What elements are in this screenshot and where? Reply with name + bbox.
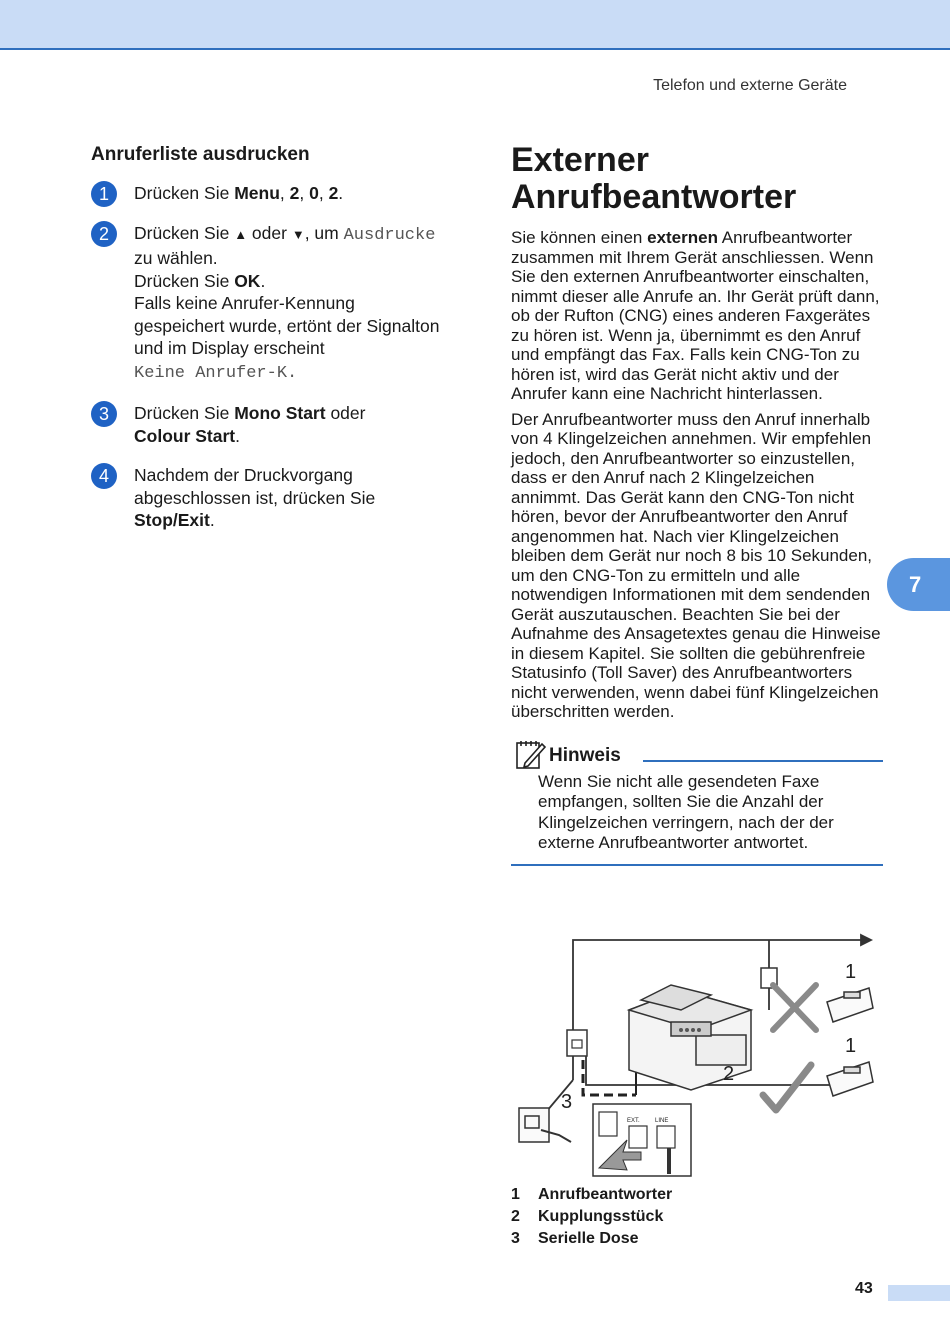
step-text: . bbox=[209, 510, 215, 530]
step-2 bbox=[91, 222, 471, 386]
key-label: Mono Start bbox=[234, 403, 326, 423]
left-column bbox=[91, 144, 471, 549]
label-3: 3 bbox=[561, 1091, 573, 1113]
para-text: Anrufbeantworter zusammen mit Ihrem Gerät anschliessen. Wenn Sie den externen Anrufbeantworter einschalten, nimmt dieser alle Anrufe an. Ihr Gerät prüft dann, ob der Rufton (CNG) eines anderen Faxgerätes zu hören ist. Wenn ja, übernimmt es den Anruf und empfängt das Fax. Falls kein CNG-Ton zu hören ist, wird das Gerät nicht aktiv und der Anrufer kann eine Nachricht hinterlassen. bbox=[511, 228, 880, 403]
down-arrow-icon: ▼ bbox=[291, 226, 305, 242]
step-number-badge: 3 bbox=[91, 401, 117, 427]
display-text: Ausdrucke bbox=[343, 225, 436, 245]
key-label: OK bbox=[234, 270, 261, 291]
note-top-rule bbox=[643, 760, 883, 762]
step-4 bbox=[91, 464, 471, 532]
legend-label: Anrufbeantworter bbox=[538, 1186, 673, 1203]
page-number-tab bbox=[888, 1285, 950, 1301]
step-text: . bbox=[338, 183, 344, 203]
heading-line: Externer bbox=[511, 141, 649, 179]
label-1-lower: 1 bbox=[845, 1035, 857, 1057]
step-text: zu wählen. bbox=[134, 248, 218, 268]
label-1-upper: 1 bbox=[845, 961, 857, 983]
main-heading bbox=[511, 142, 883, 216]
legend-item bbox=[511, 1208, 672, 1230]
key-label: Stop/Exit bbox=[134, 510, 210, 530]
step-number-badge: 1 bbox=[91, 181, 117, 207]
key-label: 0 bbox=[309, 183, 319, 203]
legend-item bbox=[511, 1230, 672, 1252]
page-number: 43 bbox=[855, 1280, 873, 1297]
step-text: . bbox=[235, 425, 240, 446]
label-line: LINE bbox=[655, 1118, 669, 1124]
step-text: Drücken Sie bbox=[134, 183, 235, 203]
step-text: gespeichert wurde, ertönt der Signalton bbox=[134, 315, 440, 336]
step-1 bbox=[91, 182, 471, 205]
chapter-tab: 7 bbox=[887, 558, 950, 611]
section-title: Anruferliste ausdrucken bbox=[91, 144, 310, 165]
legend-number: 3 bbox=[511, 1230, 520, 1247]
step-text: Nachdem der Druckvorgang bbox=[134, 465, 353, 485]
step-text: Drücken Sie bbox=[134, 270, 235, 291]
key-label: 2 bbox=[328, 183, 339, 203]
connection-diagram bbox=[511, 930, 883, 1178]
notepad-pencil-icon bbox=[515, 738, 547, 770]
top-header-band bbox=[0, 0, 950, 50]
key-label: Menu bbox=[234, 183, 280, 203]
key-label: Colour Start bbox=[134, 425, 236, 446]
diagram-legend bbox=[511, 1186, 672, 1252]
right-column bbox=[511, 142, 883, 866]
step-text: , bbox=[299, 183, 310, 203]
step-text: Drücken Sie bbox=[134, 403, 235, 423]
step-text: , bbox=[318, 183, 329, 203]
legend-item bbox=[511, 1186, 672, 1208]
label-2: 2 bbox=[723, 1063, 735, 1085]
legend-label: Kupplungsstück bbox=[538, 1208, 664, 1225]
step-number-badge: 4 bbox=[91, 463, 117, 489]
step-text: oder bbox=[247, 222, 292, 243]
step-text: und im Display erscheint bbox=[134, 338, 325, 358]
note-title: Hinweis bbox=[549, 744, 621, 766]
up-arrow-icon: ▲ bbox=[234, 226, 248, 242]
step-text: abgeschlossen ist, drücken Sie bbox=[134, 487, 376, 508]
emphasis-text: externen bbox=[647, 228, 718, 247]
step-number-badge: 2 bbox=[91, 221, 117, 247]
ring-paragraph: Der Anrufbeantworter muss den Anruf innerhalb von 4 Klingelzeichen annehmen. Wir empfehlen jedoch, den Anrufbeantworter so einzustellen, dass er den Anruf nach 2 Klingelzeichen annimmt. Das Gerät kann den CNG-Ton nicht hören, bevor der Anrufbeantworter den Anruf angenommen hat. Nach vier Klingelzeichen bleiben dem Gerät nur noch 8 bis 10 Sekunden, um den CNG-Ton zu ermitteln und alle notwendigen Informationen mit dem sendenden Gerät auszutauschen. Beachten Sie bei der Aufnahme des Ansagetextes genau die Hinweise in diesem Kapitel. Sie sollten die gebührenfreie Statusinfo (Toll Saver) des Anrufbeantworters nicht verwenden, wenn dabei fünf Klingelzeichen überschritten werden. bbox=[511, 409, 881, 721]
running-head: Telefon und externe Geräte bbox=[653, 77, 847, 94]
intro-paragraph bbox=[511, 228, 883, 404]
note-text: Wenn Sie nicht alle gesendeten Faxe empfangen, sollten Sie die Anzahl der Klingelzeichen verringern, nach der der externe Anrufbeantworter antwortet. bbox=[538, 771, 834, 852]
heading-line: Anrufbeantworter bbox=[511, 178, 797, 216]
legend-number: 2 bbox=[511, 1208, 520, 1225]
legend-number: 1 bbox=[511, 1186, 520, 1203]
step-text: Falls keine Anrufer-Kennung bbox=[134, 293, 355, 313]
display-text: Keine Anrufer-K. bbox=[134, 363, 298, 383]
note-box bbox=[511, 738, 883, 866]
step-text: , um bbox=[304, 222, 344, 243]
step-text: oder bbox=[325, 403, 366, 423]
step-text: , bbox=[279, 183, 290, 203]
step-3 bbox=[91, 402, 471, 447]
para-text: Sie können einen bbox=[511, 228, 648, 247]
label-ext: EXT. bbox=[627, 1118, 640, 1124]
legend-label: Serielle Dose bbox=[538, 1230, 639, 1247]
note-bottom-rule bbox=[511, 864, 883, 866]
key-label: 2 bbox=[289, 183, 300, 203]
step-text: Drücken Sie bbox=[134, 222, 235, 243]
step-text: . bbox=[260, 270, 266, 291]
